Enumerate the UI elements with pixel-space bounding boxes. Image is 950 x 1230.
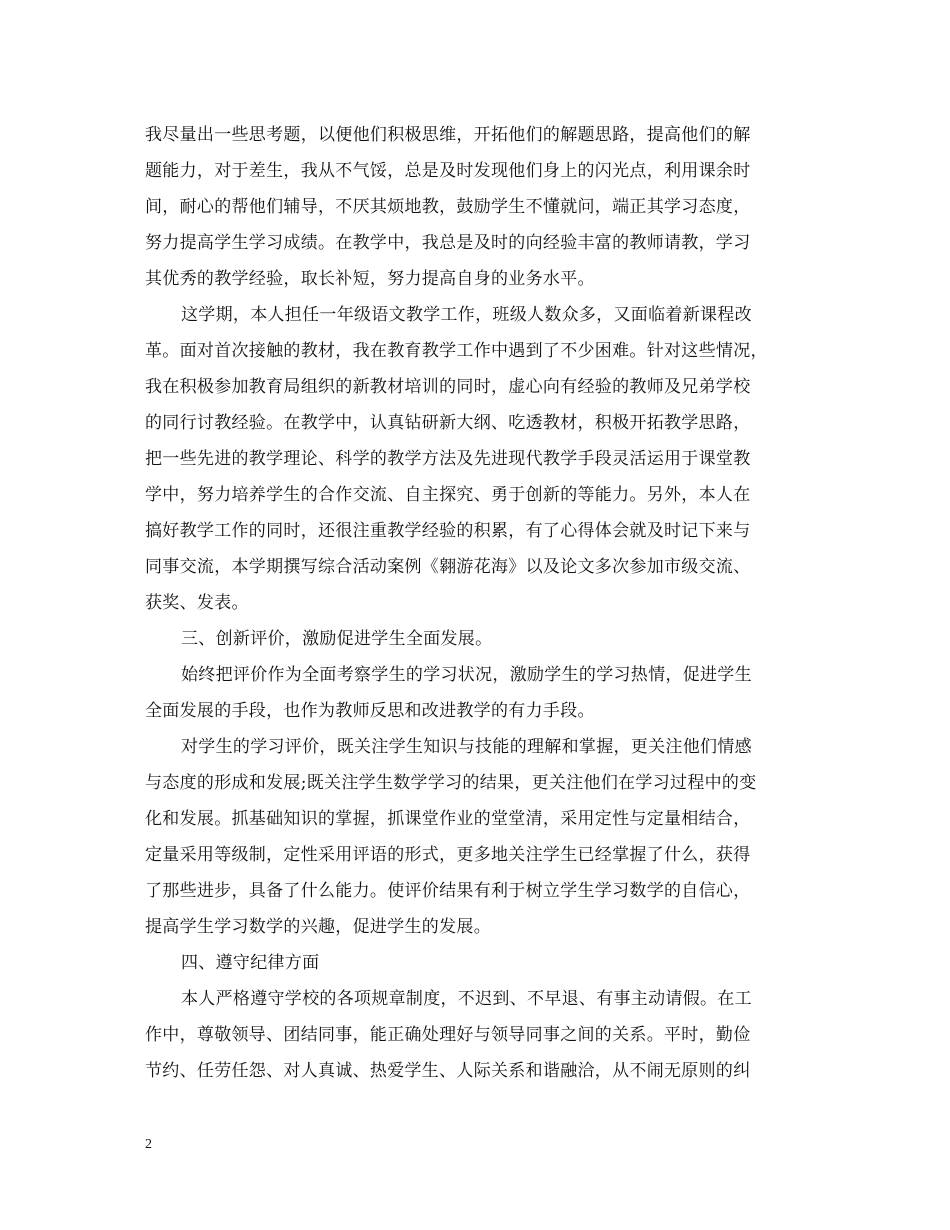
text-line: 努力提高学生学习成绩。在教学中，我总是及时的向经验丰富的教师请教，学习 [145,233,751,253]
text-line: 我尽量出一些思考题，以便他们积极思维，开拓他们的解题思路，提高他们的解 [145,125,751,145]
text-line: 题能力，对于差生，我从不气馁，总是及时发现他们身上的闪光点，利用课余时 [145,161,751,181]
paragraph-start-line: 这学期，本人担任一年级语文教学工作，班级人数众多，又面临着新课程改 [181,305,752,325]
text-line: 与态度的形成和发展;既关注学生数学学习的结果，更关注他们在学习过程中的变 [145,773,757,793]
page-number: 2 [145,1137,152,1152]
text-line: 了那些进步，具备了什么能力。使评价结果有利于树立学生学习数学的自信心， [145,881,751,901]
text-line: 的同行讨教经验。在教学中，认真钻研新大纲、吃透教材，积极开拓教学思路， [145,413,751,433]
text-line: 搞好教学工作的同时，还很注重教学经验的积累，有了心得体会就及时记下来与 [145,521,751,541]
section-heading: 四、遵守纪律方面 [181,953,320,973]
text-line: 节约、任劳任怨、对人真诚、热爱学生、人际关系和谐融洽，从不闹无原则的纠 [145,1061,751,1081]
text-line: 把一些先进的教学理论、科学的教学方法及先进现代教学手段灵活运用于课堂教 [145,449,751,469]
text-line: 提高学生学习数学的兴趣，促进学生的发展。 [145,917,491,937]
text-line: 获奖、发表。 [145,593,249,613]
text-line: 化和发展。抓基础知识的掌握，抓课堂作业的堂堂清，采用定性与定量相结合， [145,809,751,829]
text-line: 间，耐心的帮他们辅导，不厌其烦地教，鼓励学生不懂就问，端正其学习态度， [145,197,751,217]
text-line: 作中，尊敬领导、团结同事，能正确处理好与领导同事之间的关系。平时，勤俭 [145,1025,751,1045]
text-line: 革。面对首次接触的教材，我在教育教学工作中遇到了不少困难。针对这些情况， [145,341,768,361]
text-line: 定量采用等级制，定性采用评语的形式，更多地关注学生已经掌握了什么，获得 [145,845,751,865]
text-line: 学中，努力培养学生的合作交流、自主探究、勇于创新的等能力。另外，本人在 [145,485,751,505]
text-line: 全面发展的手段，也作为教师反思和改进教学的有力手段。 [145,701,595,721]
section-heading: 三、创新评价，激励促进学生全面发展。 [181,629,493,649]
text-line: 其优秀的教学经验，取长补短，努力提高自身的业务水平。 [145,269,595,289]
text-line: 同事交流，本学期撰写综合活动案例《翱游花海》以及论文多次参加市级交流、 [145,557,751,577]
paragraph-start-line: 始终把评价作为全面考察学生的学习状况，激励学生的学习热情，促进学生 [181,665,752,685]
paragraph-start-line: 本人严格遵守学校的各项规章制度，不迟到、不早退、有事主动请假。在工 [181,989,752,1009]
paragraph-start-line: 对学生的学习评价，既关注学生知识与技能的理解和掌握，更关注他们情感 [181,737,752,757]
text-line: 我在积极参加教育局组织的新教材培训的同时，虚心向有经验的教师及兄弟学校 [145,377,751,397]
